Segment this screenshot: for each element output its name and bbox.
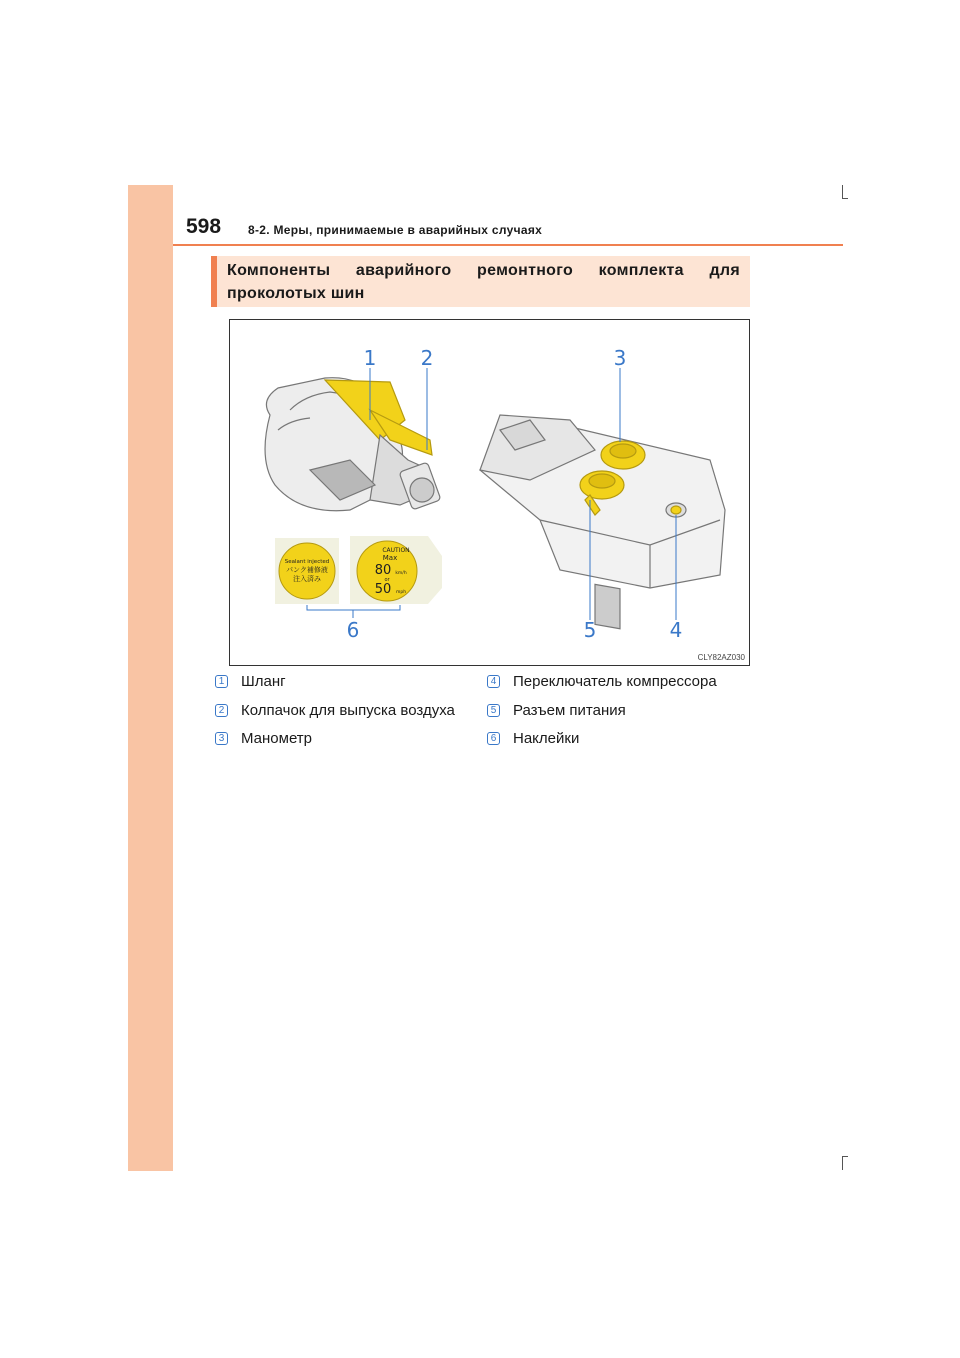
- legend-item-compressor-switch: [487, 673, 717, 690]
- callout-6: 6: [346, 618, 360, 642]
- legend-badge-5: 5: [487, 704, 500, 717]
- sticker-jp-line2: 注入済み: [293, 575, 321, 583]
- callout-1: 1: [363, 346, 377, 370]
- section-heading: Компоненты аварийного ремонтного комплекта для проколотых шин: [211, 256, 750, 307]
- side-tab-strip: [128, 185, 173, 1171]
- callout-3: 3: [613, 346, 627, 370]
- sticker-speed-mph: 50: [374, 582, 392, 597]
- legend-item-stickers: [487, 730, 579, 747]
- legend-label-air-release-cap: Колпачок для выпуска воздуха: [241, 702, 455, 719]
- legend-item-pressure-gauge: [215, 730, 312, 747]
- crop-mark-bottom: [842, 1156, 843, 1170]
- legend-badge-1: 1: [215, 675, 228, 688]
- legend-item-hose: [215, 673, 286, 690]
- compressor-illustration: [480, 415, 725, 629]
- figure-code: CLY82AZ030: [697, 653, 745, 662]
- chapter-title: 8-2. Меры, принимаемые в аварийных случаях: [248, 223, 543, 237]
- sticker-or-text: or: [384, 577, 390, 583]
- sealant-bottle-illustration: [265, 378, 441, 511]
- legend-label-compressor-switch: Переключатель компрессора: [513, 673, 717, 690]
- legend-badge-4: 4: [487, 675, 500, 688]
- legend-label-power-plug: Разъем питания: [513, 702, 626, 719]
- legend-item-power-plug: [487, 702, 626, 719]
- legend-label-hose: Шланг: [241, 673, 286, 690]
- callout-5: 5: [583, 618, 597, 642]
- repair-kit-figure: [229, 319, 750, 666]
- sticker-max-text: Max: [382, 554, 398, 562]
- header-rule: [173, 244, 843, 246]
- legend-label-stickers: Наклейки: [513, 730, 580, 747]
- callout-2: 2: [420, 346, 434, 370]
- crop-mark-top: [842, 185, 843, 199]
- legend-badge-2: 2: [215, 704, 228, 717]
- sticker-unit-mph: mph: [395, 590, 407, 595]
- repair-kit-illustration: [230, 320, 749, 665]
- sticker-sealant-text: Sealant injected: [284, 559, 330, 565]
- page-number: 598: [186, 215, 222, 238]
- sticker-jp-line1: パンク補修液: [286, 566, 328, 574]
- sticker-caution-text: CAUTION: [382, 547, 410, 554]
- legend-label-pressure-gauge: Манометр: [241, 730, 313, 747]
- sticker-unit-kmh: km/h: [395, 571, 407, 576]
- legend-item-air-release-cap: [215, 702, 455, 719]
- legend-badge-6: 6: [487, 732, 500, 745]
- legend-badge-3: 3: [215, 732, 228, 745]
- sticker-speed-kmh: 80: [374, 563, 392, 578]
- callout-4: 4: [669, 618, 683, 642]
